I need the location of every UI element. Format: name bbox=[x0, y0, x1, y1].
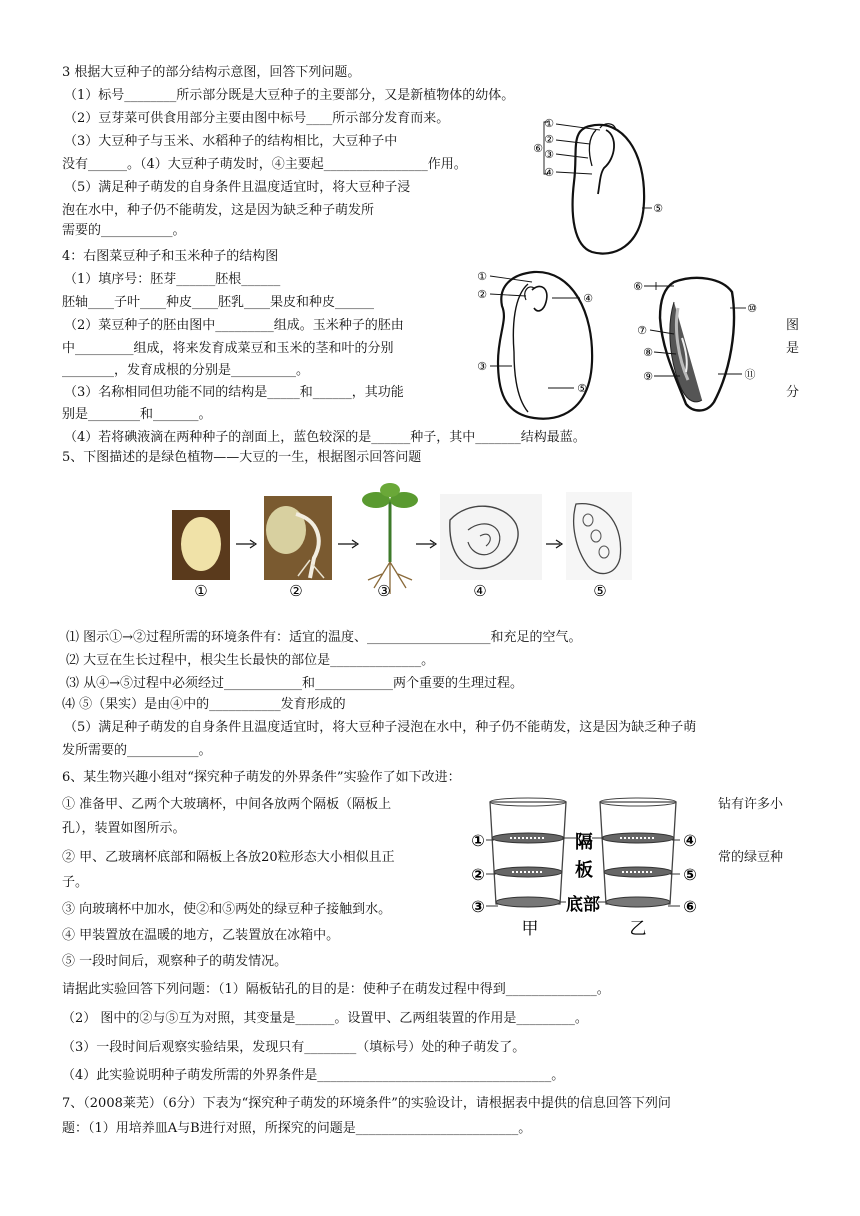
q3-label-2: ② bbox=[544, 133, 554, 146]
q6-step-2c: 子。 bbox=[62, 875, 89, 890]
q3-line-6: 泡在水中，种子仍不能萌发，这是因为缺乏种子萌发所 bbox=[62, 203, 375, 218]
q6-step-2b: 常的绿豆种 bbox=[718, 850, 784, 865]
cup-label-1: ① bbox=[471, 831, 485, 850]
q4-corn-label-9: ⑨ bbox=[643, 370, 653, 383]
q5-line-6: 发所需要的___________。 bbox=[62, 743, 212, 758]
q4-corn-label-8: ⑧ bbox=[643, 346, 653, 359]
stage-label-4: ④ bbox=[473, 582, 487, 600]
stage-label-5: ⑤ bbox=[593, 582, 607, 600]
q4-line-2: 胚轴____子叶____种皮____胚乳____果皮和种皮______ bbox=[62, 295, 375, 310]
q3-line-4: 没有______。（4）大豆种子萌发时，④主要起________________作用。 bbox=[62, 157, 467, 172]
q4-line-4: 中_________组成，将来发育成菜豆和玉米的茎和叶的分别 bbox=[62, 341, 394, 356]
q4-line-6: （3）名称相同但功能不同的结构是_____和______，其功能 bbox=[64, 385, 404, 400]
kidney-bean-seed-diagram bbox=[468, 262, 608, 428]
stage-seed-image bbox=[172, 510, 230, 580]
cup-label-5: ⑤ bbox=[683, 865, 697, 884]
q4-line-3: （2）菜豆种子的胚由图中_________组成。玉米种子的胚由 bbox=[64, 318, 404, 333]
cup-label-3: ③ bbox=[471, 897, 485, 916]
q3-line-7: 需要的___________。 bbox=[62, 223, 186, 238]
q5-line-2: ⑵ 大豆在生长过程中，根尖生长最快的部位是______________。 bbox=[66, 653, 435, 668]
q6-step-4: ④ 甲装置放在温暖的地方，乙装置放在冰箱中。 bbox=[62, 928, 340, 943]
q6-question-3: （3）一段时间后观察实验结果，发现只有________（填标号）处的种子萌发了。 bbox=[62, 1040, 526, 1055]
partition-label-2: 板 bbox=[575, 860, 593, 881]
stage-label-1: ① bbox=[194, 582, 208, 600]
soybean-seed-diagram bbox=[530, 112, 670, 264]
q7-line-1: 7、（2008莱芜）（6分）下表为“探究种子萌发的环境条件”的实验设计，请根据表中提供的信息回答下列问 bbox=[62, 1096, 671, 1111]
q4-side-1: 图 bbox=[786, 318, 800, 333]
stage-seedling-image bbox=[362, 483, 418, 594]
q4-bean-label-3: ③ bbox=[477, 360, 487, 373]
q3-label-3: ③ bbox=[544, 148, 554, 161]
q3-line-1: （1）标号________所示部分既是大豆种子的主要部分，又是新植物体的幼体。 bbox=[64, 88, 515, 103]
q4-line-1: （1）填序号：胚芽______胚根______ bbox=[64, 272, 281, 287]
stage-label-2: ② bbox=[289, 582, 303, 600]
q6-step-1a: ① 准备甲、乙两个大玻璃杯，中间各放两个隔板（隔板上 bbox=[62, 797, 392, 812]
q3-label-4: ④ bbox=[544, 166, 554, 179]
stage-germinating-image bbox=[264, 496, 332, 580]
q3-label-6: ⑥ bbox=[533, 142, 543, 155]
corn-seed-diagram bbox=[630, 268, 780, 418]
soybean-life-cycle-figure bbox=[168, 480, 638, 604]
cup-name-right: 乙 bbox=[629, 919, 647, 939]
q4-line-8: （4）若将碘液滴在两种种子的剖面上，蓝色较深的是______种子，其中_______结构最蓝。 bbox=[64, 430, 586, 445]
q4-line-7: 别是________和_______。 bbox=[62, 407, 212, 422]
q3-line-2: （2）豆芽菜可供食用部分主要由图中标号____所示部分发育而来。 bbox=[64, 111, 450, 126]
q5-title: 5、下图描述的是绿色植物——大豆的一生，根据图示回答问题 bbox=[62, 450, 422, 465]
q4-bean-label-5: ⑤ bbox=[577, 382, 587, 395]
partition-label-1: 隔 bbox=[575, 832, 593, 853]
q5-line-3: ⑶ 从④→⑤过程中必须经过____________和____________两个重要的生理过程。 bbox=[66, 676, 524, 691]
q4-bean-label-1: ① bbox=[477, 270, 487, 283]
stage-pod-image bbox=[566, 492, 632, 580]
q4-corn-label-6: ⑥ bbox=[633, 280, 643, 293]
q4-bean-label-2: ② bbox=[477, 288, 487, 301]
q4-corn-label-11: ⑪ bbox=[744, 368, 756, 381]
q4-corn-label-10: ⑩ bbox=[747, 302, 757, 315]
stage-flower-image bbox=[440, 494, 542, 580]
q4-side-2: 是 bbox=[786, 341, 800, 356]
q7-line-2: 题：（1）用培养皿A与B进行对照，所探究的问题是_________________________。 bbox=[62, 1121, 532, 1136]
q4-side-3: 分 bbox=[786, 385, 800, 400]
q6-step-1c: 孔），装置如图所示。 bbox=[62, 821, 186, 836]
q6-question-4: （4）此实验说明种子萌发所需的外界条件是____________________________________。 bbox=[62, 1068, 565, 1083]
q4-bean-label-4: ④ bbox=[583, 292, 593, 305]
cup-label-4: ④ bbox=[683, 831, 697, 850]
q4-corn-label-7: ⑦ bbox=[637, 324, 647, 337]
q5-line-4: ⑷ ⑤（果实）是由④中的___________发育形成的 bbox=[62, 697, 346, 712]
cup-label-6: ⑥ bbox=[683, 897, 697, 916]
q6-title: 6、某生物兴趣小组对“探究种子萌发的外界条件”实验作了如下改进： bbox=[62, 770, 461, 785]
q3-label-5: ⑤ bbox=[653, 202, 663, 215]
q3-title: 3 根据大豆种子的部分结构示意图，回答下列问题。 bbox=[62, 65, 361, 80]
q5-line-1: ⑴ 图示①→②过程所需的环境条件有：适宜的温度、___________________和充足的空气。 bbox=[66, 630, 582, 645]
q6-step-2a: ② 甲、乙玻璃杯底部和隔板上各放20粒形态大小相似且正 bbox=[62, 850, 395, 865]
q3-line-5: （5）满足种子萌发的自身条件且温度适宜时，将大豆种子浸 bbox=[64, 180, 411, 195]
q6-question-1: 请据此实验回答下列问题：（1）隔板钻孔的目的是：使种子在萌发过程中得到______________。 bbox=[62, 982, 610, 997]
stage-label-3: ③ bbox=[377, 582, 391, 600]
q4-title: 4：右图菜豆种子和玉米种子的结构图 bbox=[62, 249, 279, 264]
germination-experiment-figure bbox=[466, 792, 706, 942]
cup-name-left: 甲 bbox=[521, 919, 539, 939]
q3-label-1: ① bbox=[544, 117, 554, 130]
q5-line-5: （5）满足种子萌发的自身条件且温度适宜时，将大豆种子浸泡在水中，种子仍不能萌发，这是因为缺乏种子萌 bbox=[64, 720, 697, 735]
q6-step-1b: 钻有许多小 bbox=[718, 797, 784, 812]
q6-step-3: ③ 向玻璃杯中加水，使②和⑤两处的绿豆种子接触到水。 bbox=[62, 902, 392, 917]
bottom-label: 底部 bbox=[566, 895, 600, 915]
cup-label-2: ② bbox=[471, 865, 485, 884]
q4-line-5: ________，发育成根的分别是__________。 bbox=[62, 363, 310, 378]
q3-line-3: （3）大豆种子与玉米、水稻种子的结构相比，大豆种子中 bbox=[64, 134, 398, 149]
q6-question-2: （2） 图中的②与⑤互为对照，其变量是______。设置甲、乙两组装置的作用是_________。 bbox=[62, 1011, 588, 1026]
q6-step-5: ⑤ 一段时间后，观察种子的萌发情况。 bbox=[62, 954, 288, 969]
